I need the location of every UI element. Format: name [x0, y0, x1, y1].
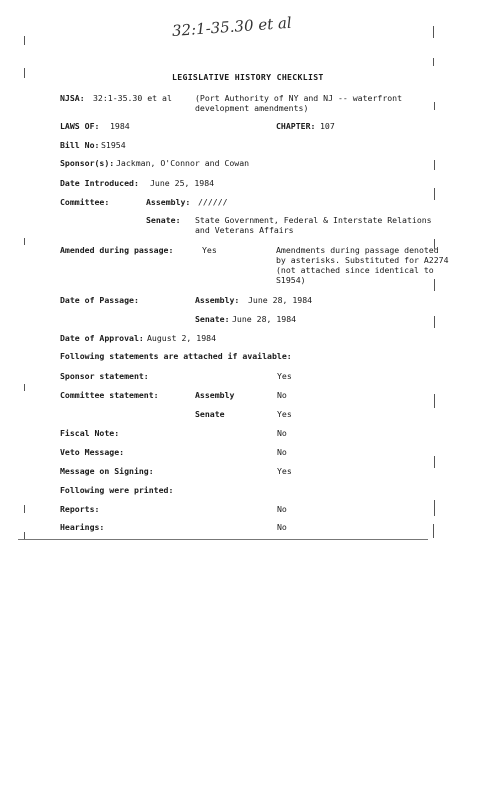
date-introduced-label: Date Introduced: — [60, 178, 139, 188]
passage-assembly-value: June 28, 1984 — [248, 295, 313, 305]
chapter-value: 107 — [320, 121, 335, 131]
scan-mark — [433, 524, 434, 538]
scan-mark — [433, 26, 434, 38]
sponsor-statement-value: Yes — [277, 371, 292, 381]
amended-note-line3: (not attached since identical to — [276, 265, 434, 275]
scan-mark — [434, 500, 435, 516]
committee-statement-senate-label: Senate — [195, 409, 225, 419]
passage-senate-label: Senate: — [195, 314, 230, 324]
amended-note-line2: by asterisks. Substituted for A2274 — [276, 255, 449, 265]
reports-label: Reports: — [60, 504, 100, 514]
message-on-signing-label: Message on Signing: — [60, 466, 154, 476]
date-introduced-value: June 25, 1984 — [150, 178, 215, 188]
committee-senate-label: Senate: — [146, 215, 181, 225]
laws-of-label: LAWS OF: — [60, 121, 100, 131]
scan-mark — [24, 384, 25, 391]
approval-label: Date of Approval: — [60, 333, 144, 343]
scan-mark — [434, 456, 435, 468]
chapter-label: CHAPTER: — [276, 121, 316, 131]
approval-value: August 2, 1984 — [147, 333, 217, 343]
sponsors-value: Jackman, O'Connor and Cowan — [116, 158, 250, 168]
fiscal-note-label: Fiscal Note: — [60, 428, 120, 438]
bill-no-value: S1954 — [101, 140, 126, 150]
handwritten-citation: 32:1-35.30 et al — [171, 13, 293, 40]
amended-label: Amended during passage: — [60, 245, 174, 255]
scan-mark — [434, 102, 435, 110]
njsa-label: NJSA: — [60, 93, 85, 103]
committee-senate-line1: State Government, Federal & Interstate Relations — [195, 215, 432, 225]
scan-mark — [434, 160, 435, 170]
committee-senate-line2: and Veterans Affairs — [195, 225, 294, 235]
committee-label: Committee: — [60, 197, 110, 207]
veto-message-label: Veto Message: — [60, 447, 125, 457]
njsa-value: 32:1-35.30 et al — [93, 93, 172, 103]
amended-note-line1: Amendments during passage denoted — [276, 245, 439, 255]
laws-of-value: 1984 — [110, 121, 130, 131]
scan-mark — [24, 238, 25, 245]
passage-label: Date of Passage: — [60, 295, 139, 305]
scan-mark — [24, 68, 25, 78]
scan-mark — [434, 316, 435, 328]
njsa-description-line2: development amendments) — [195, 103, 309, 113]
scan-mark — [433, 58, 434, 66]
njsa-description-line1: (Port Authority of NY and NJ -- waterfront — [195, 93, 403, 103]
committee-statement-assembly-label: Assembly — [195, 390, 235, 400]
message-on-signing-value: Yes — [277, 466, 292, 476]
fiscal-note-value: No — [277, 428, 287, 438]
document-title: LEGISLATIVE HISTORY CHECKLIST — [172, 72, 324, 82]
committee-assembly-label: Assembly: — [146, 197, 191, 207]
scan-mark — [24, 505, 25, 513]
committee-statement-assembly-value: No — [277, 390, 287, 400]
hearings-value: No — [277, 522, 287, 532]
hearings-label: Hearings: — [60, 522, 105, 532]
passage-senate-value: June 28, 1984 — [232, 314, 297, 324]
scan-mark — [434, 279, 435, 291]
committee-statement-senate-value: Yes — [277, 409, 292, 419]
scan-mark — [434, 394, 435, 408]
committee-assembly-value: ////// — [198, 197, 228, 207]
bottom-rule — [18, 539, 428, 540]
scan-mark — [24, 36, 25, 45]
reports-value: No — [277, 504, 287, 514]
sponsors-label: Sponsor(s): — [60, 158, 115, 168]
amended-note-line4: S1954) — [276, 275, 306, 285]
sponsor-statement-label: Sponsor statement: — [60, 371, 149, 381]
bill-no-label: Bill No: — [60, 140, 100, 150]
committee-statement-label: Committee statement: — [60, 390, 159, 400]
scan-mark — [434, 188, 435, 200]
printed-heading: Following were printed: — [60, 485, 174, 495]
attached-heading: Following statements are attached if available: — [60, 351, 292, 361]
veto-message-value: No — [277, 447, 287, 457]
passage-assembly-label: Assembly: — [195, 295, 240, 305]
amended-value: Yes — [202, 245, 217, 255]
